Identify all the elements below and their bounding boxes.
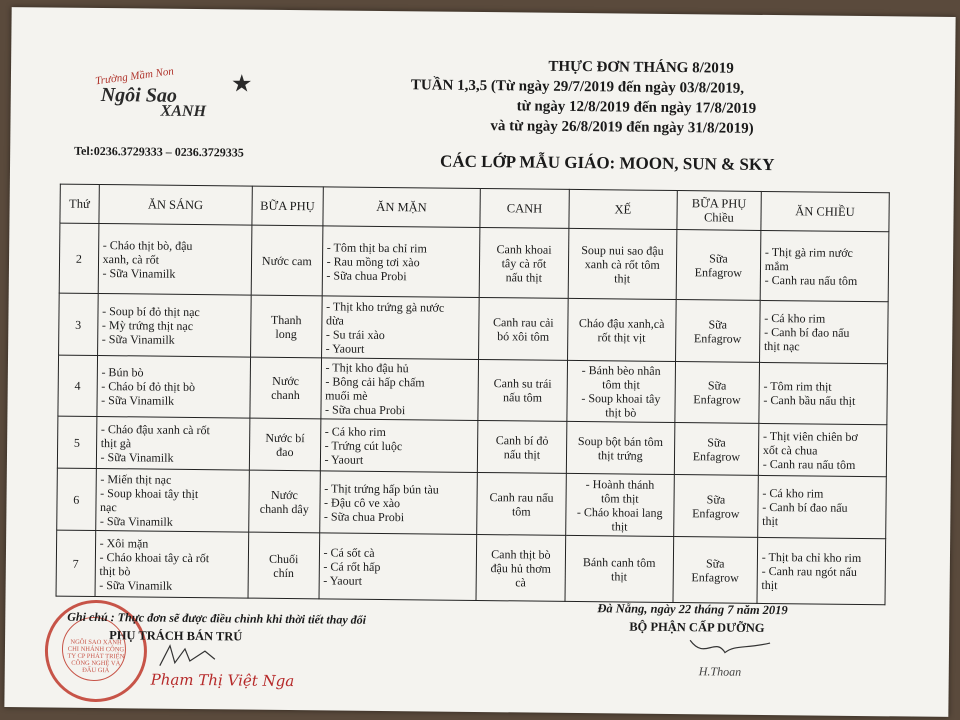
cell-line: Nước bí bbox=[265, 430, 305, 445]
cell-line: Enfagrow bbox=[694, 264, 743, 280]
school-logo bbox=[90, 65, 261, 130]
cell-main bbox=[319, 471, 477, 535]
cell-line: Canh bí đỏ bbox=[495, 432, 549, 448]
cell-dinner bbox=[759, 300, 888, 363]
cell-line: - Cháo khoai tây cà rốt bbox=[99, 549, 210, 565]
cell-line: Enfagrow bbox=[691, 569, 739, 585]
cell-xe bbox=[566, 421, 675, 474]
table-row bbox=[57, 468, 887, 539]
cell-day: 7 bbox=[56, 530, 95, 596]
col-header-breakfast: ĂN SÁNG bbox=[99, 184, 253, 225]
cell-line: thịt bò bbox=[99, 563, 131, 578]
cell-line: thịt nạc bbox=[763, 338, 800, 353]
cell-line: - Cháo thịt bò, đậu bbox=[102, 237, 193, 253]
cell-line: - Cá kho rim bbox=[764, 310, 826, 326]
logo-line1: Trường Mầm Non bbox=[94, 65, 175, 88]
cell-line: - Cá rốt hấp bbox=[323, 558, 381, 574]
cell-line: muối mè bbox=[325, 388, 368, 403]
table-row bbox=[57, 416, 886, 477]
cell-line: - Soup bí đỏ thịt nạc bbox=[102, 303, 200, 319]
cell-xe bbox=[568, 228, 677, 299]
cell-dinner bbox=[760, 230, 889, 301]
cell-line: dừa bbox=[325, 312, 344, 328]
cell-line: xanh, cà rốt bbox=[102, 251, 160, 267]
col-header-xe: XẾ bbox=[568, 189, 677, 229]
cell-line: - Yaourt bbox=[323, 572, 363, 588]
cell-line: - Cháo khoai lang bbox=[576, 504, 663, 520]
table-row bbox=[59, 293, 889, 364]
right-signer-title: BỘ PHẬN CẤP DƯỠNG bbox=[629, 619, 765, 635]
cell-snack bbox=[251, 225, 322, 296]
cell-line: - Thịt ba chỉ kho rim bbox=[761, 549, 862, 565]
cell-line: long bbox=[275, 326, 297, 341]
col-header-snack: BỮA PHỤ bbox=[252, 186, 323, 226]
footer-note: Ghi chú : Thực đơn sẽ được điều chỉnh khi thời tiết thay đổi bbox=[67, 609, 367, 627]
cell-xe bbox=[567, 298, 676, 361]
cell-line: Enfagrow bbox=[693, 392, 741, 407]
cell-line: - Đậu cô ve xào bbox=[324, 494, 401, 510]
cell-line: nấu tôm bbox=[502, 390, 543, 405]
cell-pm-snack bbox=[675, 300, 759, 363]
cell-line: - Bánh bèo nhân bbox=[581, 363, 661, 378]
cell-line: - Sữa Vinamilk bbox=[101, 393, 175, 408]
cell-soup bbox=[477, 472, 566, 535]
cell-line: đậu hủ thơm bbox=[490, 560, 551, 576]
cell-line: Sữa bbox=[707, 434, 726, 450]
logo-line2: Ngôi Sao bbox=[100, 84, 178, 107]
cell-main bbox=[322, 226, 480, 298]
cell-xe bbox=[566, 360, 675, 422]
cell-pm-snack bbox=[674, 475, 758, 538]
cell-day: 3 bbox=[59, 293, 98, 355]
right-signature-scribble bbox=[685, 632, 775, 663]
cell-breakfast bbox=[97, 355, 251, 418]
cell-breakfast bbox=[97, 293, 251, 357]
cell-line: Cháo đậu xanh,cà bbox=[578, 315, 665, 331]
cell-line: Sữa bbox=[707, 378, 727, 393]
cell-line: - Canh rau ngót nấu bbox=[761, 563, 858, 579]
left-signature-scribble bbox=[155, 641, 225, 672]
cell-line: - Cháo bí đỏ thịt bò bbox=[101, 379, 196, 395]
menu-table-body bbox=[56, 223, 889, 605]
cell-line: Bánh canh tôm bbox=[582, 554, 656, 570]
logo-line3: XANH bbox=[160, 102, 207, 121]
cell-line: Enfagrow bbox=[693, 330, 742, 346]
cell-day: 2 bbox=[59, 223, 98, 293]
cell-line: Canh rau nấu bbox=[489, 489, 554, 505]
week-line-3: và từ ngày 26/8/2019 đến ngày 31/8/2019) bbox=[490, 118, 754, 137]
footer-date: Đà Nẵng, ngày 22 tháng 7 năm 2019 bbox=[597, 601, 788, 618]
cell-line: thịt bbox=[614, 270, 631, 286]
cell-line: cà bbox=[515, 574, 527, 589]
cell-line: chín bbox=[273, 565, 295, 580]
cell-line: thịt trứng bbox=[597, 447, 643, 463]
left-signer-title: PHỤ TRÁCH BÁN TRÚ bbox=[109, 628, 243, 644]
cell-line: Sữa bbox=[705, 555, 725, 571]
cell-line: đao bbox=[276, 444, 294, 459]
cell-line: thịt bbox=[762, 513, 779, 528]
cell-line: chanh bbox=[271, 387, 300, 403]
cell-xe bbox=[565, 535, 674, 602]
col-header-day: Thứ bbox=[60, 184, 99, 223]
right-signer-name: H.Thoan bbox=[698, 664, 742, 679]
cell-soup bbox=[478, 359, 567, 421]
cell-soup bbox=[479, 297, 568, 360]
cell-day: 5 bbox=[57, 416, 96, 468]
cell-line: - Su trái xào bbox=[325, 326, 385, 342]
cell-line: tôm bbox=[511, 503, 531, 519]
cell-snack bbox=[251, 295, 322, 358]
cell-line: - Sữa Vinamilk bbox=[100, 449, 174, 465]
col-header-dinner: ĂN CHIỀU bbox=[761, 191, 890, 231]
cell-line: - Thịt trứng hấp bún tàu bbox=[324, 480, 439, 497]
cell-line: - Hoành thánh bbox=[585, 476, 655, 492]
cell-line: - Cá sốt cà bbox=[323, 544, 375, 560]
cell-line: - Sữa Vinamilk bbox=[99, 577, 173, 593]
cell-line: - Bông cải hấp chấm bbox=[325, 374, 425, 390]
cell-soup bbox=[478, 420, 567, 473]
cell-line: Enfagrow bbox=[692, 448, 741, 464]
cell-day: 6 bbox=[57, 468, 96, 530]
cell-line: thịt bbox=[761, 577, 778, 592]
cell-snack bbox=[249, 418, 320, 471]
cell-main bbox=[321, 296, 479, 360]
cell-line: tôm thịt bbox=[600, 490, 639, 506]
class-title: CÁC LỚP MẪU GIÁO: MOON, SUN & SKY bbox=[440, 151, 775, 175]
cell-line: - Cháo đậu xanh cà rốt bbox=[100, 421, 210, 437]
cell-soup bbox=[476, 534, 565, 601]
cell-line: bó xôi tôm bbox=[497, 328, 550, 344]
cell-line: - Thịt viên chiên bơ bbox=[762, 428, 858, 444]
cell-line: - Miến thịt nạc bbox=[100, 471, 172, 487]
cell-line: - Sữa Vinamilk bbox=[102, 265, 176, 281]
cell-line: - Thịt kho đậu hủ bbox=[325, 360, 409, 376]
table-row bbox=[56, 530, 886, 605]
cell-line: nấu thịt bbox=[505, 269, 543, 285]
cell-line: nấu thịt bbox=[503, 446, 541, 462]
cell-line: - Canh rau nấu tôm bbox=[764, 272, 858, 288]
cell-dinner bbox=[757, 475, 886, 538]
cell-line: - Sữa chua Probi bbox=[326, 267, 407, 283]
cell-line: Canh rau cải bbox=[492, 314, 554, 330]
cell-pm-snack bbox=[675, 362, 759, 424]
cell-line: - Yaourt bbox=[324, 451, 364, 467]
cell-line: xốt cà chua bbox=[762, 442, 818, 458]
menu-sheet bbox=[4, 7, 955, 717]
stamp-text: NGÔI SAO XANH CHI NHÁNH CÔNG TY CP PHÁT TRIỂN CÔNG NGHỆ VÀ ĐẤU GIÁ bbox=[67, 638, 125, 675]
cell-line: xanh cà rốt tôm bbox=[584, 256, 660, 272]
cell-breakfast bbox=[95, 530, 249, 598]
cell-pm-snack bbox=[676, 230, 761, 301]
week-line-2: từ ngày 12/8/2019 đến ngày 17/8/2019 bbox=[516, 98, 757, 117]
cell-dinner bbox=[757, 537, 886, 604]
cell-main bbox=[320, 358, 478, 421]
cell-line: - Sữa Vinamilk bbox=[101, 331, 175, 347]
cell-dinner bbox=[758, 423, 887, 476]
cell-line: Enfagrow bbox=[692, 505, 740, 521]
cell-line: thịt bò bbox=[605, 405, 637, 420]
cell-line: - Tôm thịt ba chỉ rim bbox=[326, 239, 427, 255]
cell-line: - Tôm rim thịt bbox=[763, 378, 832, 394]
cell-line: rốt thịt vịt bbox=[597, 329, 646, 345]
cell-line: - Cá kho rim bbox=[762, 485, 824, 501]
left-signer-name: Phạm Thị Việt Nga bbox=[150, 670, 295, 691]
cell-line: - Bún bò bbox=[101, 365, 144, 380]
cell-line: Canh su trái bbox=[493, 376, 552, 391]
cell-line: - Soup khoai tây thịt bbox=[100, 485, 199, 501]
cell-main bbox=[319, 533, 477, 601]
cell-line: Canh khoai bbox=[496, 241, 552, 257]
cell-snack bbox=[250, 357, 321, 419]
table-row bbox=[58, 355, 888, 425]
cell-soup bbox=[479, 227, 568, 298]
cell-line: - Canh bầu nấu thịt bbox=[763, 392, 856, 408]
cell-line: mắm bbox=[764, 258, 789, 273]
cell-line: thịt gà bbox=[100, 435, 132, 450]
cell-line: Soup bột bán tôm bbox=[577, 433, 664, 449]
cell-line: Nước cam bbox=[261, 253, 312, 268]
cell-line: Sữa bbox=[706, 491, 726, 507]
cell-line: Nước bbox=[270, 487, 298, 502]
cell-line: Nước bbox=[272, 373, 300, 389]
cell-line: chanh dây bbox=[259, 501, 309, 516]
cell-line: Sữa bbox=[708, 316, 728, 332]
cell-line: thịt bbox=[610, 568, 628, 584]
cell-snack bbox=[248, 532, 319, 599]
cell-line: - Cá kho rim bbox=[324, 423, 386, 439]
cell-line: tôm thịt bbox=[602, 377, 640, 392]
cell-breakfast bbox=[95, 468, 249, 532]
cell-line: tây cà rốt bbox=[501, 255, 547, 271]
menu-table bbox=[56, 184, 890, 606]
page-title: THỰC ĐƠN THÁNG 8/2019 bbox=[548, 58, 734, 77]
cell-line: Chuối bbox=[269, 551, 299, 566]
cell-main bbox=[320, 419, 478, 473]
cell-dinner bbox=[759, 362, 888, 424]
cell-line: Soup nui sao đậu bbox=[581, 242, 664, 258]
col-header-soup: CANH bbox=[480, 188, 569, 228]
cell-line: - Yaourt bbox=[325, 340, 365, 356]
cell-line: - Mỳ trứng thịt nạc bbox=[101, 317, 194, 333]
cell-day: 4 bbox=[58, 355, 97, 416]
cell-line: - Rau mồng tơi xào bbox=[326, 253, 420, 269]
cell-breakfast bbox=[96, 416, 250, 470]
page-header bbox=[410, 55, 851, 176]
cell-line: Sữa bbox=[709, 250, 728, 266]
col-header-main: ĂN MẶN bbox=[322, 187, 480, 228]
cell-line: - Canh rau nấu tôm bbox=[762, 456, 856, 472]
cell-line: - Sữa Vinamilk bbox=[99, 513, 173, 529]
cell-pm-snack bbox=[673, 537, 757, 604]
cell-snack bbox=[249, 470, 320, 533]
cell-line: - Canh bí đao nấu bbox=[764, 324, 850, 340]
table-row bbox=[59, 223, 889, 302]
cell-line: - Sữa chua Probi bbox=[323, 508, 405, 524]
cell-line: thịt bbox=[611, 518, 628, 534]
cell-pm-snack bbox=[674, 423, 758, 476]
cell-line: Canh thịt bò bbox=[491, 546, 551, 562]
cell-line: - Canh bí đao nấu bbox=[762, 499, 848, 515]
cell-line: - Soup khoai tây bbox=[581, 391, 661, 406]
week-line-1: TUẦN 1,3,5 (Từ ngày 29/7/2019 đến ngày 03/8/2019, bbox=[410, 77, 745, 97]
phone-number: Tel:0236.3729333 – 0236.3729335 bbox=[74, 143, 244, 160]
cell-line: - Thịt gà rim nước bbox=[764, 244, 853, 260]
star-icon: ★ bbox=[230, 71, 253, 98]
cell-line: - Xôi mặn bbox=[99, 535, 149, 551]
col-header-pm-snack: BỮA PHỤ Chiều bbox=[677, 191, 761, 231]
cell-line: nạc bbox=[100, 499, 117, 514]
cell-xe bbox=[565, 473, 674, 536]
cell-line: - Thịt kho trứng gà nước bbox=[326, 298, 445, 315]
cell-breakfast bbox=[98, 223, 252, 295]
cell-line: Thanh bbox=[270, 312, 302, 327]
cell-line: - Sữa chua Probi bbox=[325, 402, 406, 418]
cell-line: - Trứng cút luộc bbox=[324, 437, 403, 453]
